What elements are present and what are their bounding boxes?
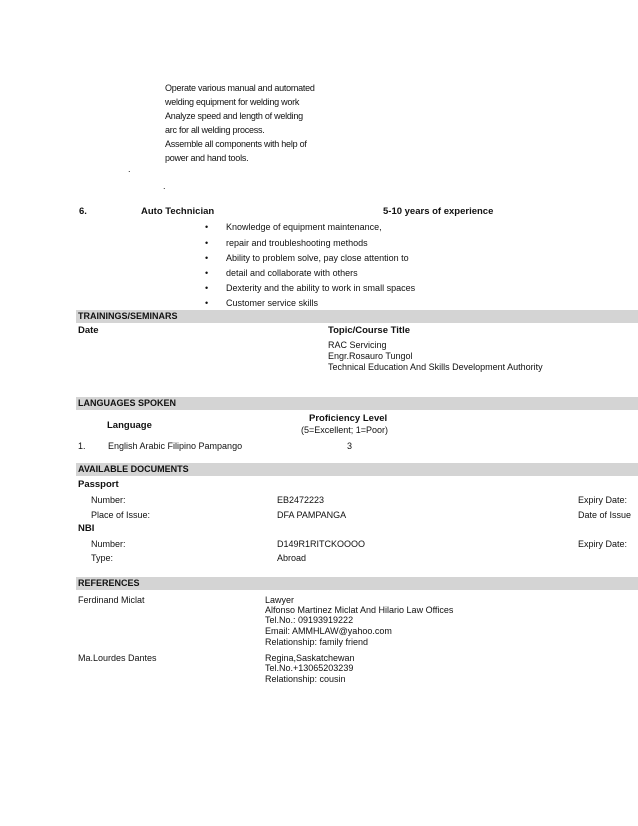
date-of-issue-label: Date of Issue — [578, 510, 632, 520]
reference-detail: Lawyer — [265, 595, 295, 605]
nbi-label: NBI — [78, 523, 95, 534]
nbi-type: Abroad — [277, 553, 307, 563]
section-header-languages — [76, 397, 638, 410]
proficiency-header: Proficiency Level — [309, 413, 388, 424]
passport-number-label: Number: — [91, 495, 126, 505]
job-experience: 5-10 years of experience — [383, 206, 494, 217]
reference-detail: Relationship: family friend — [265, 637, 369, 647]
reference-detail: Alfonso Martinez Miclat And Hilario Law Offices — [265, 605, 454, 615]
section-header-trainings — [76, 310, 638, 323]
passport-label: Passport — [78, 479, 119, 490]
topic-header: Topic/Course Title — [328, 325, 410, 336]
passport-expiry-label: Expiry Date: — [578, 495, 628, 505]
duty-line: Operate various manual and automated — [165, 83, 315, 93]
training-line: Engr.Rosauro Tungol — [328, 351, 413, 361]
proficiency-scale: (5=Excellent; 1=Poor) — [301, 425, 389, 435]
bullet-icon: • — [205, 268, 209, 278]
bullet-icon: • — [205, 283, 209, 293]
bullet-icon: • — [205, 238, 209, 248]
bullet-icon: • — [205, 298, 209, 308]
section-title: AVAILABLE DOCUMENTS — [78, 464, 189, 474]
reference-detail: Regina,Saskatchewan — [265, 653, 355, 663]
date-header: Date — [78, 325, 99, 336]
proficiency-level: 3 — [347, 441, 353, 451]
training-line: Technical Education And Skills Development Authority — [328, 362, 543, 372]
passport-number: EB2472223 — [277, 495, 325, 505]
section-title: LANGUAGES SPOKEN — [78, 398, 177, 408]
skill-item: Customer service skills — [226, 298, 319, 308]
nbi-type-label: Type: — [91, 553, 114, 563]
skill-item: Knowledge of equipment maintenance, — [226, 222, 382, 232]
skill-item: detail and collaborate with others — [226, 268, 358, 278]
duty-line: arc for all welding process. — [165, 125, 265, 135]
place-of-issue-label: Place of Issue: — [91, 510, 151, 520]
reference-name: Ma.Lourdes Dantes — [78, 653, 157, 663]
section-title: REFERENCES — [78, 578, 140, 588]
language-row-number: 1. — [78, 441, 86, 451]
duty-line: power and hand tools. — [165, 153, 249, 163]
language-list: English Arabic Filipino Pampango — [108, 441, 243, 451]
skill-item: Dexterity and the ability to work in small spaces — [226, 283, 416, 293]
nbi-number: D149R1RITCKOOOO — [277, 539, 366, 549]
language-header: Language — [107, 420, 152, 431]
section-header-references — [76, 577, 638, 590]
bullet-icon: • — [205, 222, 209, 232]
reference-detail: Tel.No.+13065203239 — [265, 663, 354, 673]
job-number: 6. — [79, 206, 87, 217]
skill-item: Ability to problem solve, pay close attention to — [226, 253, 409, 263]
bullet-icon: • — [205, 253, 209, 263]
reference-detail: Tel.No.: 09193919222 — [265, 615, 354, 625]
nbi-number-label: Number: — [91, 539, 126, 549]
job-title: Auto Technician — [141, 206, 215, 217]
duty-line: Analyze speed and length of welding — [165, 111, 303, 121]
nbi-expiry-label: Expiry Date: — [578, 539, 628, 549]
reference-detail: Email: AMMHLAW@yahoo.com — [265, 626, 392, 636]
section-title: TRAININGS/SEMINARS — [78, 311, 178, 321]
duty-line: Assemble all components with help of — [165, 139, 307, 149]
stray-dot: . — [163, 181, 166, 191]
stray-dot: . — [128, 164, 131, 174]
section-header-documents — [76, 463, 638, 476]
reference-name: Ferdinand Miclat — [78, 595, 145, 605]
skill-item: repair and troubleshooting methods — [226, 238, 368, 248]
place-of-issue: DFA PAMPANGA — [277, 510, 347, 520]
training-line: RAC Servicing — [328, 340, 387, 350]
duty-line: welding equipment for welding work — [165, 97, 300, 107]
reference-detail: Relationship: cousin — [265, 674, 346, 684]
